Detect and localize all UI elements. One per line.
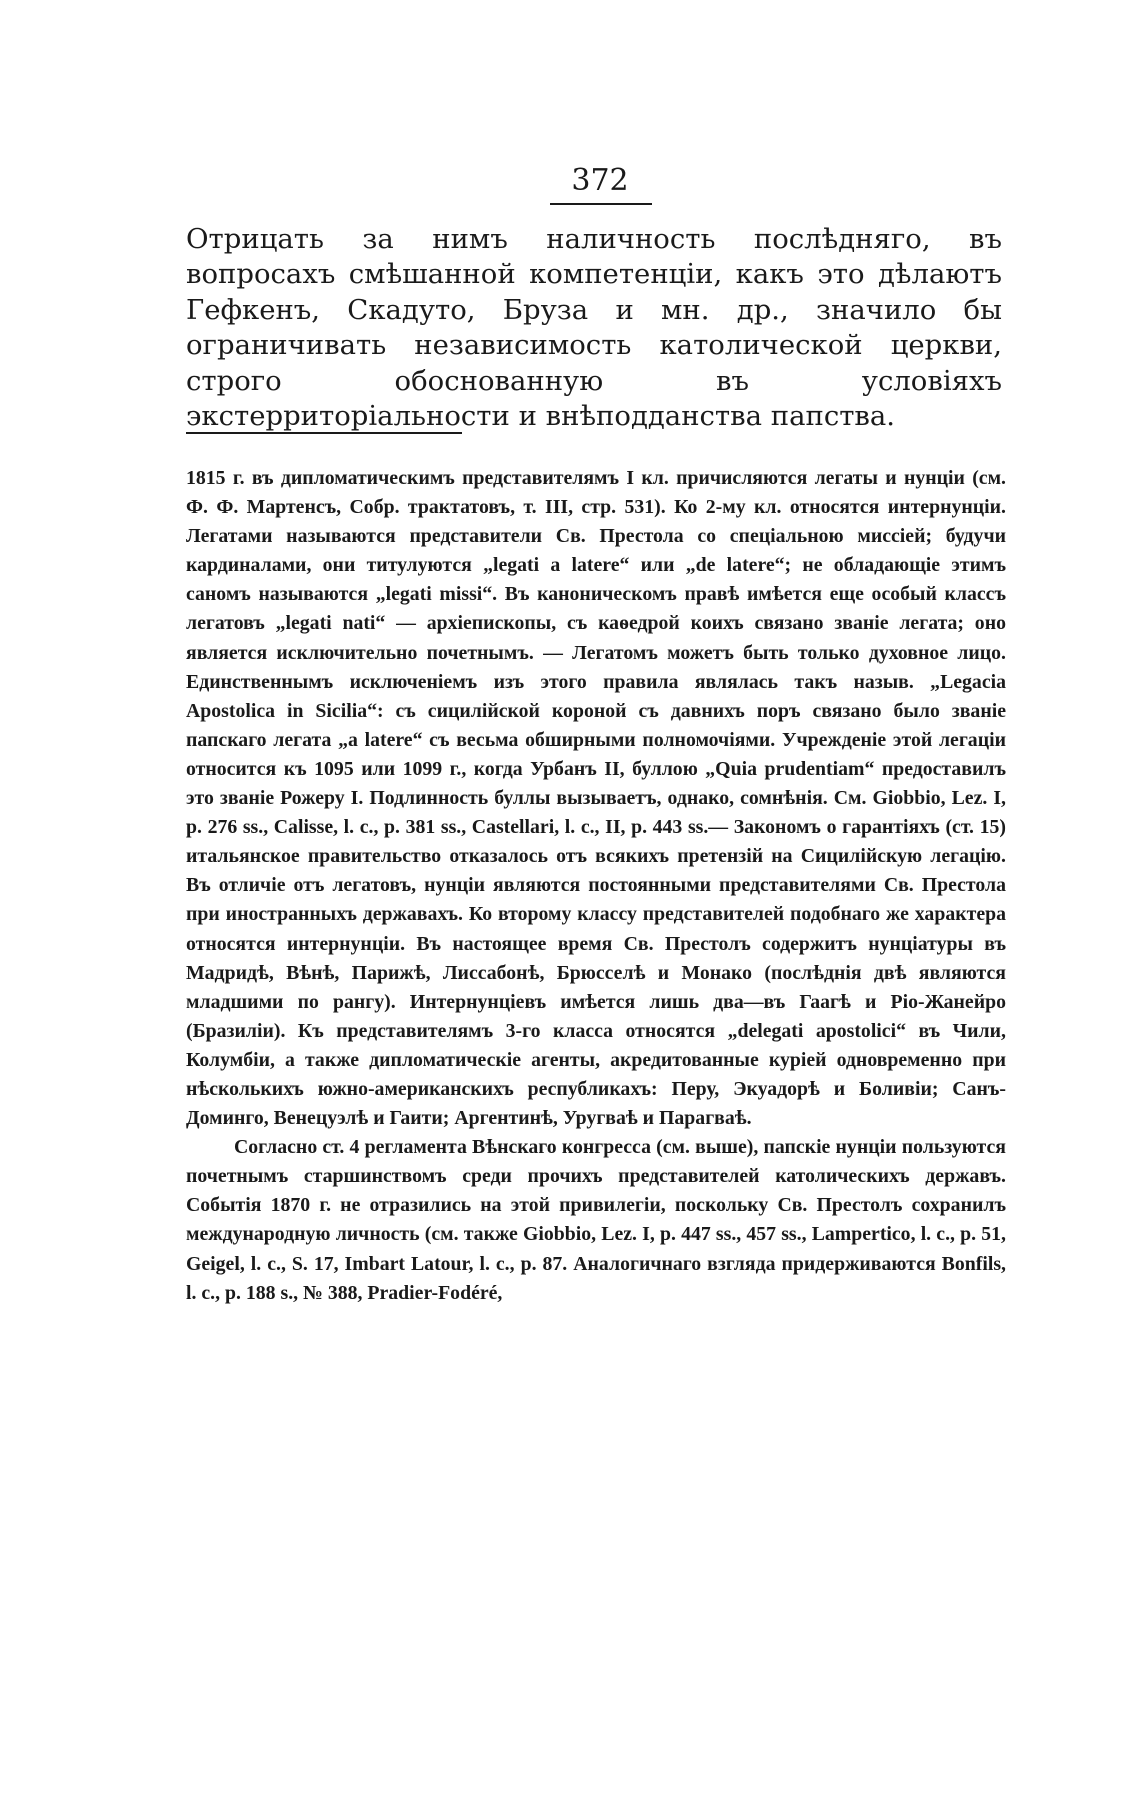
page-number-underline [550, 203, 652, 205]
main-text [186, 222, 1002, 434]
footnote-divider [186, 432, 462, 434]
footnote [186, 464, 1006, 1308]
page-number: 372 [571, 163, 629, 198]
footnote-paragraph-1: 1815 г. въ дипломатическимъ представителямъ I кл. причисляются легаты и нунціи (см. Ф. Ф. Мартенсъ, Собр. трактатовъ, т. III, стр. 531). Ко 2-му кл. относятся интернунціи. Легатами называются представители Св. Престола со спеціальною миссіей; будучи кардиналами, они титулуются „legati a latere“ или „de latere“; не обладающіе этимъ саномъ называются „legati missi“. Въ каноническомъ правѣ имѣется еще особый классъ легатовъ „legati nati“ — архіепископы, съ каѳедрой коихъ связано званіе легата; оно является исключительно почетнымъ. — Легатомъ можетъ быть только духовное лицо. Единственнымъ исключеніемъ изъ этого правила являлась такъ назыв. „Legacia Apostolica in Sicilia“: съ сицилійской короной съ давнихъ поръ связано было званіе папскаго легата „a latere“ съ весьма обширными полномочіями. Учрежденіе этой легаціи относится къ 1095 или 1099 г., когда Урбанъ II, буллою „Quia prudentiam“ предоставилъ это званіе Рожеру I. Подлинность буллы вызываетъ, однако, сомнѣнія. См. Giobbio, Lez. I, p. 276 ss., Calisse, l. c., p. 381 ss., Castellari, l. c., II, p. 443 ss.— Закономъ о гарантіяхъ (ст. 15) итальянское правительство отказалось отъ всякихъ претензій на Сицилійскую легацію. Въ отличіе отъ легатовъ, нунціи являются постоянными представителями Св. Престола при иностранныхъ державахъ. Ко второму классу представителей подобнаго же характера относятся интернунціи. Въ настоящее время Св. Престолъ содержитъ нунціатуры въ Мадридѣ, Вѣнѣ, Парижѣ, Лиссабонѣ, Брюсселѣ и Монако (послѣднія двѣ являются младшими по рангу). Интернунціевъ имѣется лишь два—въ Гаагѣ и Ріо-Жанейро (Бразиліи). Къ представителямъ 3-го класса относятся „delegati apostolici“ въ Чили, Колумбіи, а также дипломатическіе агенты, акредитованные куріей одновременно при нѣсколькихъ южно-американскихъ республикахъ: Перу, Экуадорѣ и Боливіи; Санъ-Доминго, Венецуэлѣ и Гаити; Аргентинѣ, Уругваѣ и Парагваѣ. [186, 467, 1006, 1130]
footnote-paragraph-2: Согласно ст. 4 регламента Вѣнскаго конгресса (см. выше), папскіе нунціи пользуются почетнымъ старшинствомъ среди прочихъ представителей католическихъ державъ. Событія 1870 г. не отразились на этой привилегіи, поскольку Св. Престолъ сохранилъ международную личность (см. также Giobbio, Lez. I, p. 447 ss., 457 ss., Lampertico, l. c., p. 51, Geigel, l. c., S. 17, Imbart Latour, l. c., p. 87. Аналогичнаго взгляда придерживаются Bonfils, l. c., p. 188 s., № 388, Pradier-Fodéré, [186, 1136, 1006, 1304]
main-paragraph: Отрицать за нимъ наличность послѣдняго, въ вопросахъ смѣшанной компетенціи, какъ это дѣлаютъ Гефкенъ, Скадуто, Бруза и мн. др., значило бы ограничивать независимость католической церкви, строго обоснованную въ условіяхъ экстерриторіальности и внѣподданства папства. [186, 223, 1002, 433]
